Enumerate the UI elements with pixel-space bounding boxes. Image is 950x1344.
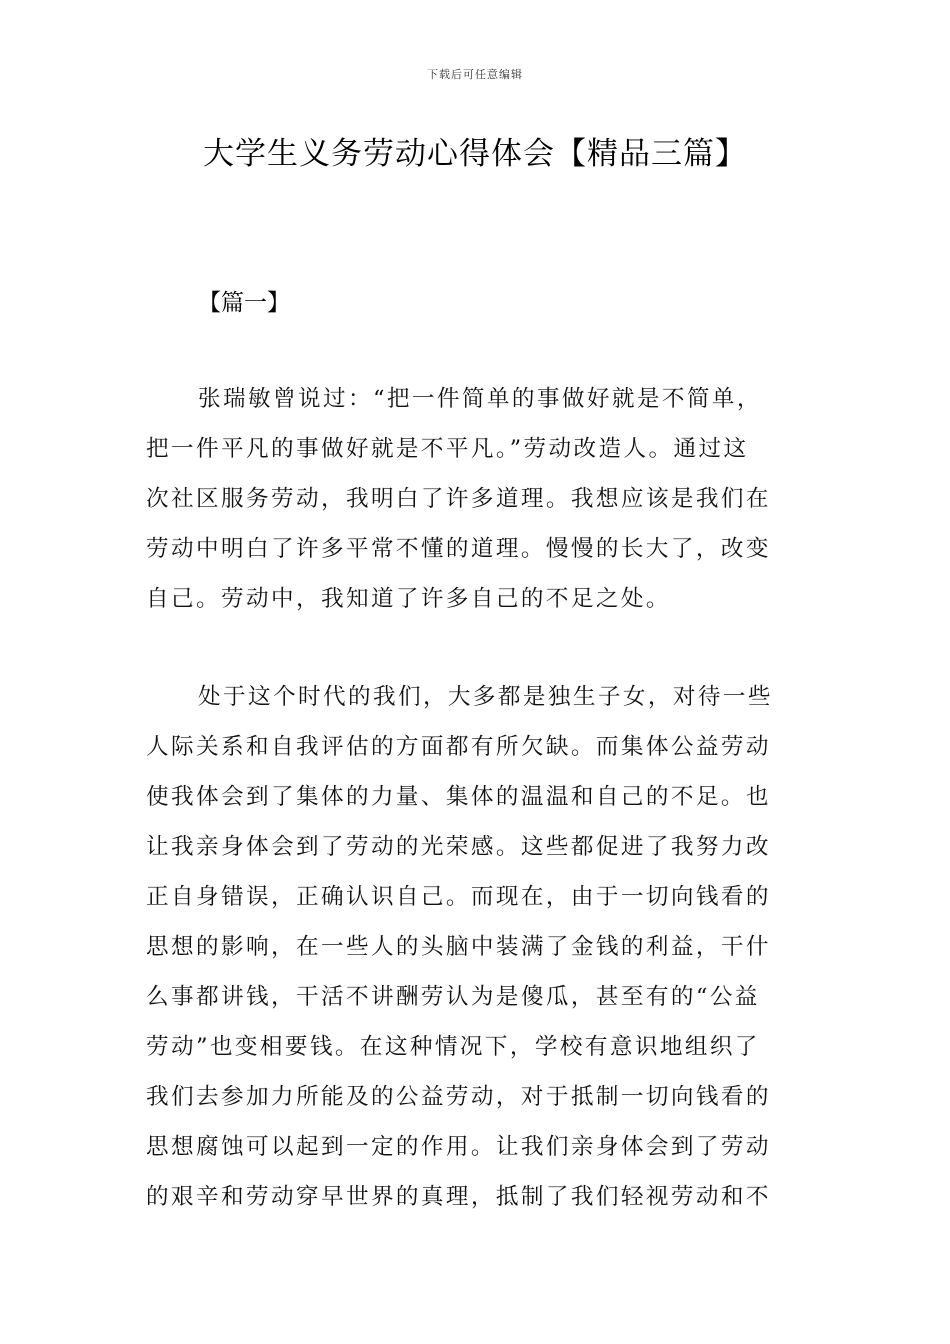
paragraph-line: 使我体会到了集体的力量、集体的温温和自己的不足。也 xyxy=(146,784,771,810)
header-note: 下载后可任意编辑 xyxy=(427,68,523,81)
paragraph-1 xyxy=(146,374,806,624)
paragraph-line: 正自身错误，正确认识自己。而现在，由于一切向钱看的 xyxy=(146,884,771,910)
paragraph-line: 次社区服务劳动，我明白了许多道理。我想应该是我们在 xyxy=(146,486,771,512)
paragraph-line: 让我亲身体会到了劳动的光荣感。这些都促进了我努力改 xyxy=(146,834,771,860)
paragraph-line: 思想腐蚀可以起到一定的作用。让我们亲身体会到了劳动 xyxy=(146,1134,771,1160)
paragraph-line: 思想的影响，在一些人的头脑中装满了金钱的利益，干什 xyxy=(146,934,771,960)
paragraph-line: 人际关系和自我评估的方面都有所欠缺。而集体公益劳动 xyxy=(146,734,771,760)
section-heading: 【篇一】 xyxy=(198,290,290,316)
document-title: 大学生义务劳动心得体会【精品三篇】 xyxy=(203,136,747,172)
paragraph-line: 的艰辛和劳动穿早世界的真理，抵制了我们轻视劳动和不 xyxy=(146,1184,771,1210)
paragraph-line: 自己。劳动中，我知道了许多自己的不足之处。 xyxy=(146,586,671,612)
paragraph-line: 么事都讲钱，干活不讲酬劳认为是傻瓜，甚至有的“公益 xyxy=(146,984,760,1010)
paragraph-line: 我们去参加力所能及的公益劳动，对于抵制一切向钱看的 xyxy=(146,1084,771,1110)
paragraph-line: 处于这个时代的我们，大多都是独生子女，对待一些 xyxy=(198,684,773,710)
paragraph-2 xyxy=(146,672,806,1222)
paragraph-line: 把一件平凡的事做好就是不平凡。”劳动改造人。通过这 xyxy=(146,436,749,462)
paragraph-line: 张瑞敏曾说过：“把一件简单的事做好就是不简单， xyxy=(198,386,762,412)
paragraph-line: 劳动”也变相要钱。在这种情况下，学校有意识地组织了 xyxy=(146,1034,760,1060)
paragraph-line: 劳动中明白了许多平常不懂的道理。慢慢的长大了，改变 xyxy=(146,536,771,562)
